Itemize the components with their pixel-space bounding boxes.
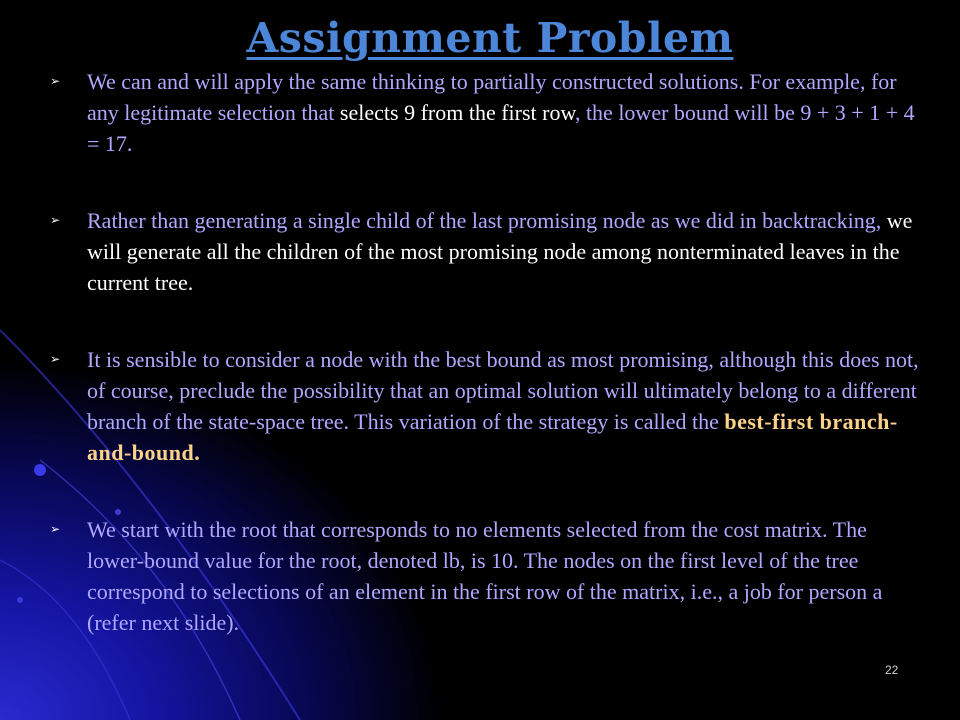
bullet-text bbox=[87, 514, 925, 638]
highlight-term: best-first branch-and-bound. bbox=[87, 409, 898, 465]
bullet-arrow-icon: ➢ bbox=[50, 74, 61, 88]
bullet-emphasis: selects 9 from the first row bbox=[339, 100, 575, 125]
bullet-list bbox=[50, 66, 925, 638]
bullet-arrow-icon: ➢ bbox=[50, 352, 61, 366]
bullet-text bbox=[87, 66, 925, 159]
bullet-text-segment: It is sensible to consider a node with the best bound as most promising, although this does not, of course, preclude the possibility that an optimal solution will ultimately belong to a different branch of the state-space tree. This variation of the strategy is called the bbox=[87, 347, 919, 434]
bullet-emphasis: we will generate all the children of the most promising node among nonterminated leaves in the current tree. bbox=[87, 208, 913, 295]
bullet-arrow-icon: ➢ bbox=[50, 213, 61, 227]
decorative-dot-3 bbox=[17, 597, 23, 603]
page-number: 22 bbox=[885, 663, 899, 677]
slide-title: Assignment Problem bbox=[246, 14, 734, 62]
bullet-text-segment: We can and will apply the same thinking to partially constructed solutions. For example, for any legitimate selection that bbox=[87, 69, 897, 125]
bullet-text bbox=[87, 205, 925, 298]
bullet-item bbox=[50, 344, 925, 468]
bullet-item bbox=[50, 205, 925, 298]
bullet-arrow-icon: ➢ bbox=[50, 522, 61, 536]
bullet-item bbox=[50, 66, 925, 159]
bullet-text-segment: Rather than generating a single child of the last promising node as we did in backtracking, bbox=[87, 208, 887, 233]
decorative-dot bbox=[34, 464, 46, 476]
bullet-text-segment: , the lower bound will be 9 + 3 + 1 + 4 = 17. bbox=[87, 100, 915, 156]
bullet-text-segment: We start with the root that corresponds to no elements selected from the cost matrix. The lower-bound value for the root, denoted lb, is 10. The nodes on the first level of the tree correspond to selections of an element in the first row of the matrix, i.e., a job for person a (refer next slide). bbox=[87, 517, 883, 635]
bullet-text bbox=[87, 344, 925, 468]
bullet-item bbox=[50, 514, 925, 638]
